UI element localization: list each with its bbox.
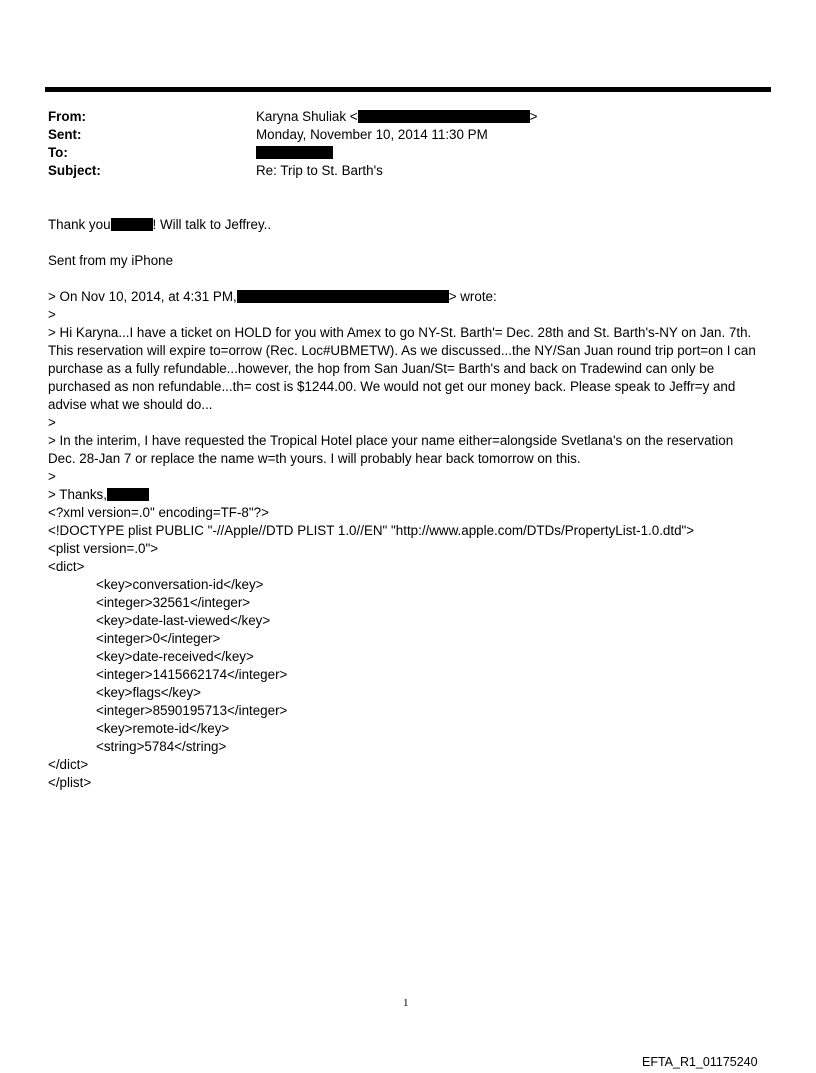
xml-entry-line: <key>flags</key>: [96, 685, 201, 700]
quote-para1-line: This reservation will expire to=orrow (Rec. Loc#UBMETW). As we discussed...the NY/San Juan round trip port=on I can: [48, 343, 756, 358]
xml-doctype-line: <!DOCTYPE plist PUBLIC "-//Apple//DTD PLIST 1.0//EN" "http://www.apple.com/DTDs/PropertyList-1.0.dtd">: [48, 523, 695, 538]
reply-line: [48, 216, 778, 234]
xml-declaration-line: <?xml version=.0" encoding=TF-8"?>: [48, 505, 269, 520]
quote-intro-start: > On Nov 10, 2014, at 4:31 PM,: [48, 289, 237, 304]
xml-dict-close-line: </dict>: [48, 757, 89, 772]
sent-label: Sent:: [48, 127, 82, 142]
quote-thanks-line: [48, 486, 778, 504]
xml-plist-close-line: </plist>: [48, 775, 92, 790]
blank-line: [48, 234, 778, 252]
quote-para1-line: purchase as a fully refundable...however, the hop from San Juan/St= Barth's and back on Tradewind can only be: [48, 361, 715, 376]
quote-blank-line: >: [48, 415, 56, 430]
header-divider-rule: [45, 87, 771, 92]
quote-blank-line: >: [48, 307, 56, 322]
xml-entry-line: <integer>0</integer>: [96, 631, 221, 646]
xml-entry-line: <key>conversation-id</key>: [96, 577, 264, 592]
quote-para2-line: > In the interim, I have requested the Tropical Hotel place your name either=alongside Svetlana's on the reservation: [48, 433, 734, 448]
signature-line: Sent from my iPhone: [48, 253, 174, 268]
from-value: [256, 108, 537, 126]
quote-intro-line: [48, 288, 778, 306]
from-label: From:: [48, 109, 86, 124]
xml-entry-line: <integer>32561</integer>: [96, 595, 251, 610]
xml-entry-line: <key>date-last-viewed</key>: [96, 613, 271, 628]
subject-label: Subject:: [48, 163, 101, 178]
xml-entry-line: <integer>8590195713</integer>: [96, 703, 288, 718]
quote-para1-line: > Hi Karyna...I have a ticket on HOLD for you with Amex to go NY-St. Barth'= Dec. 28th and St. Barth's-NY on Jan. 7th.: [48, 325, 752, 340]
xml-dict-open-line: <dict>: [48, 559, 85, 574]
to-label: To:: [48, 145, 68, 160]
redaction-box: [107, 488, 149, 501]
page-number: 1: [403, 997, 409, 1009]
reply-text-start: Thank you: [48, 217, 111, 232]
quote-para1-line: purchased as non refundable...th= cost is $1244.00. We would not get our money back. Please speak to Jeffr=y and: [48, 379, 736, 394]
redaction-box: [111, 218, 153, 231]
quote-thanks-text: > Thanks,: [48, 487, 107, 502]
redaction-box: [237, 290, 449, 303]
sent-value: Monday, November 10, 2014 11:30 PM: [256, 127, 488, 142]
bates-number: EFTA_R1_01175240: [642, 1055, 758, 1069]
redaction-box: [358, 110, 530, 123]
xml-entry-line: <key>remote-id</key>: [96, 721, 230, 736]
xml-entry-line: <key>date-received</key>: [96, 649, 254, 664]
xml-plist-open-line: <plist version=.0">: [48, 541, 159, 556]
message-body: [48, 216, 778, 792]
quote-para2-line: Dec. 28-Jan 7 or replace the name w=th yours. I will probably hear back tomorrow on this.: [48, 451, 581, 466]
xml-entry-line: <integer>1415662174</integer>: [96, 667, 288, 682]
xml-entry-line: <string>5784</string>: [96, 739, 227, 754]
quote-intro-end: > wrote:: [448, 289, 497, 304]
quote-para1-line: advise what we should do...: [48, 397, 213, 412]
reply-text-end: ! Will talk to Jeffrey..: [152, 217, 272, 232]
from-email-close: >: [529, 109, 538, 124]
subject-value: Re: Trip to St. Barth's: [256, 163, 383, 178]
blank-line: [48, 270, 778, 288]
to-value: [256, 144, 333, 162]
quote-blank-line: >: [48, 469, 56, 484]
from-name: Karyna Shuliak <: [256, 109, 358, 124]
redaction-box: [256, 146, 333, 159]
